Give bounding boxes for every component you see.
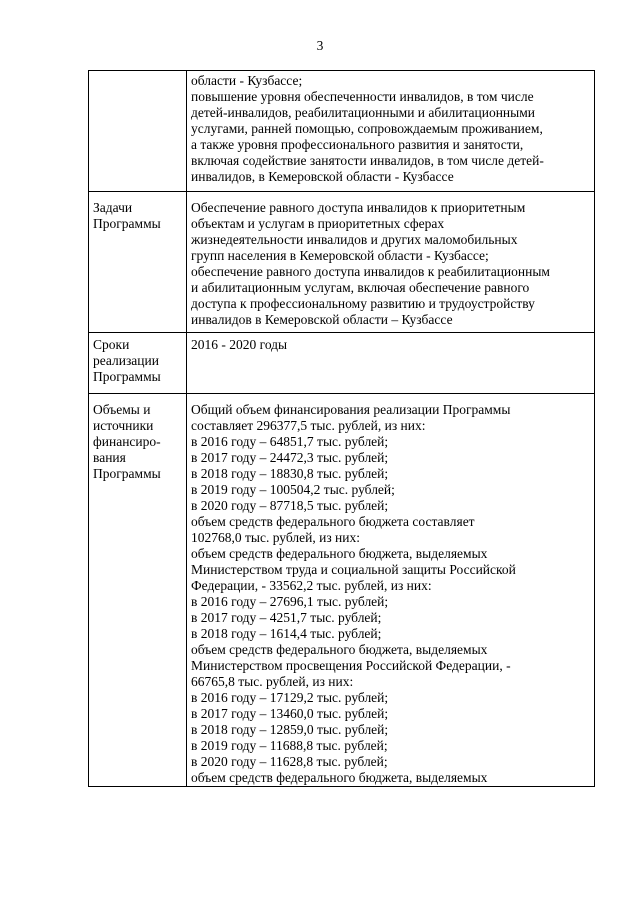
row-label-line: вания: [93, 450, 126, 465]
row-label: [89, 192, 187, 333]
table-row-tasks: [89, 192, 595, 333]
row-label-line: реализации: [93, 353, 159, 368]
row-content-line: в 2016 году – 64851,7 тыс. рублей;: [191, 434, 389, 449]
row-content-line: в 2018 году – 12859,0 тыс. рублей;: [191, 722, 389, 737]
row-content-line: доступа к профессиональному развитию и трудоустройству: [191, 296, 535, 311]
row-label-line: Программы: [93, 369, 161, 384]
row-content-line: в 2017 году – 4251,7 тыс. рублей;: [191, 610, 382, 625]
row-content-line: услугами, ранней помощью, сопровождаемым проживанием,: [191, 121, 543, 136]
row-content-line: в 2019 году – 11688,8 тыс. рублей;: [191, 738, 388, 753]
row-content-line: Обеспечение равного доступа инвалидов к приоритетным: [191, 200, 526, 215]
table-row-terms: [89, 333, 595, 394]
row-content-line: инвалидов в Кемеровской области – Кузбассе: [191, 312, 453, 327]
row-content-line: включая содействие занятости инвалидов, в том числе детей-: [191, 153, 544, 168]
row-label: [89, 333, 187, 394]
row-content-line: инвалидов, в Кемеровской области - Кузбассе: [191, 169, 454, 184]
row-content-line: и абилитационным услугам, включая обеспечение равного: [191, 280, 530, 295]
row-label: [89, 394, 187, 787]
row-content-line: в 2019 году – 100504,2 тыс. рублей;: [191, 482, 395, 497]
row-label-line: Программы: [93, 216, 161, 231]
row-content-line: повышение уровня обеспеченности инвалидов, в том числе: [191, 89, 534, 104]
row-content-line: в 2020 году – 11628,8 тыс. рублей;: [191, 754, 388, 769]
row-content-line: в 2016 году – 27696,1 тыс. рублей;: [191, 594, 389, 609]
row-content-line: 66765,8 тыс. рублей, из них:: [191, 674, 354, 689]
row-content-line: Федерации, - 33562,2 тыс. рублей, из них:: [191, 578, 432, 593]
row-content: [187, 333, 595, 394]
row-content-line: обеспечение равного доступа инвалидов к реабилитационным: [191, 264, 550, 279]
row-content-line: объектам и услугам в приоритетных сферах: [191, 216, 445, 231]
row-content-line: жизнедеятельности инвалидов и других маломобильных: [191, 232, 518, 247]
row-content-line: Министерством просвещения Российской Федерации, -: [191, 658, 511, 673]
row-content-line: в 2017 году – 13460,0 тыс. рублей;: [191, 706, 389, 721]
row-label-line: Программы: [93, 466, 161, 481]
row-content-line: объем средств федерального бюджета составляет: [191, 514, 475, 529]
row-content: [187, 394, 595, 787]
table-row-financing: [89, 394, 595, 787]
row-content-line: в 2017 году – 24472,3 тыс. рублей;: [191, 450, 389, 465]
row-label-line: Объемы и: [93, 402, 151, 417]
row-label-line: источники: [93, 418, 154, 433]
row-content-line: 102768,0 тыс. рублей, из них:: [191, 530, 360, 545]
row-content-line: составляет 296377,5 тыс. рублей, из них:: [191, 418, 426, 433]
row-content-line: в 2016 году – 17129,2 тыс. рублей;: [191, 690, 389, 705]
row-label: [89, 71, 187, 192]
page-number: 3: [316, 38, 324, 53]
row-content-line: в 2018 году – 18830,8 тыс. рублей;: [191, 466, 389, 481]
table-row-goals-continued: [89, 71, 595, 192]
row-content-line: а также уровня профессионального развития и занятости,: [191, 137, 524, 152]
row-content-line: групп населения в Кемеровской области - Кузбассе;: [191, 248, 489, 263]
row-content-line: в 2018 году – 1614,4 тыс. рублей;: [191, 626, 382, 641]
row-content-line: объем средств федерального бюджета, выделяемых: [191, 546, 488, 561]
row-content-line: в 2020 году – 87718,5 тыс. рублей;: [191, 498, 389, 513]
row-label-line: Сроки: [93, 337, 130, 352]
row-label-line: Задачи: [93, 200, 133, 215]
program-passport-table: [88, 70, 595, 787]
row-label-line: финансиро-: [93, 434, 161, 449]
row-content-line: 2016 - 2020 годы: [191, 337, 288, 352]
row-content: [187, 192, 595, 333]
row-content: [187, 71, 595, 192]
row-content-line: детей-инвалидов, реабилитационными и абилитационными: [191, 105, 535, 120]
row-content-line: Общий объем финансирования реализации Программы: [191, 402, 511, 417]
row-content-line: объем средств федерального бюджета, выделяемых: [191, 642, 488, 657]
row-content-line: области - Кузбассе;: [191, 73, 303, 88]
row-content-line: объем средств федерального бюджета, выделяемых: [191, 770, 488, 785]
row-content-line: Министерством труда и социальной защиты Российской: [191, 562, 516, 577]
